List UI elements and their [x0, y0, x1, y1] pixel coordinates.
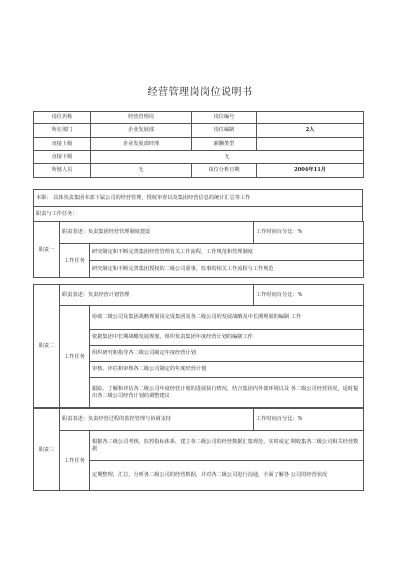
task-row — [34, 244, 364, 261]
info-label: 所在部门 — [34, 124, 91, 138]
info-row-department — [34, 124, 364, 138]
task-item: 依据集团中长期战略发展规划，组织负责集团年度经营计划的编制工作 — [90, 330, 364, 346]
info-label: 岗位编号 — [192, 112, 257, 124]
info-row-subordinate — [34, 151, 364, 164]
duty-block — [33, 221, 364, 278]
info-value: 经营管理岗 — [91, 112, 192, 124]
info-label: 所辖人员 — [34, 164, 91, 178]
document-title: 经营管理岗岗位说明书 — [147, 87, 253, 98]
info-value: 2人 — [257, 124, 364, 138]
duty-time-percent: 工作时间百分比：% — [254, 409, 364, 431]
info-label: 直接下级 — [34, 151, 91, 164]
info-value: 企业发展部经理 — [91, 138, 192, 151]
task-label: 工作任务 — [60, 244, 90, 278]
info-row-supervisor — [34, 138, 364, 151]
duty-desc-row — [34, 409, 364, 431]
task-item: 跟踪、了解和评估各二级公司年度经营计划的进展执行情况，结合集团内外部环境以及 各二级公司经营状况，适时提出各二级公司经营计划的调整建议 — [90, 378, 364, 408]
info-value — [257, 112, 364, 124]
duty-time-percent: 工作时间百分比：% — [254, 222, 364, 244]
duty-label: 职责三 — [34, 409, 60, 491]
task-item: 根据各二级公司考核，监控指标体系，建立各二级公司的经营数据汇集规范，实时或定 期收集各二级公司相关经营数据 — [90, 431, 364, 461]
info-value: 2004年11月 — [257, 164, 364, 178]
info-value: 无 — [91, 164, 192, 178]
summary-text: 具体负责集团本部下属公司的经营管理，授权审查以及集团经营信息的统计汇总等工作 — [53, 194, 251, 201]
duty-block — [33, 408, 364, 491]
info-label: 薪酬类型 — [192, 138, 257, 151]
task-label: 工作任务 — [60, 306, 90, 408]
duties-header: 职责与工作任务： — [34, 207, 363, 222]
info-row-position-name — [34, 112, 364, 124]
info-label: 直接上级 — [34, 138, 91, 151]
task-row — [34, 431, 364, 461]
duty-desc-row — [34, 285, 364, 306]
task-item: 研究制定和不断完善集团经营管理有关工作流程，工作规范和管理制度 — [90, 244, 364, 261]
duty-description: 职责表述：负责集团经营管理制度建设 — [60, 222, 254, 244]
position-info-table — [33, 111, 364, 178]
task-item: 组织研究和指导各二级公司制定年度经营计划 — [90, 346, 364, 362]
duty-time-percent: 工作时间百分比：% — [254, 285, 364, 306]
task-item: 审核、评估和审核各二级公司制定的年度经营计划 — [90, 362, 364, 378]
duties-header-row — [34, 207, 363, 222]
duty-label: 职责二 — [34, 285, 60, 408]
duty-description: 职责表述：负责经营计划管理 — [60, 285, 254, 306]
task-item: 研究制定和不断完善集团授权的二级公司重事，监事的相关工作流程与工作规范 — [90, 261, 364, 278]
info-value: 企业发展部 — [91, 124, 192, 138]
summary-row — [34, 190, 363, 207]
duty-block — [33, 284, 364, 408]
duty-label: 职责一 — [34, 222, 60, 278]
summary-table — [33, 189, 363, 222]
info-value: 无 — [91, 151, 364, 164]
info-label: 岗位名称 — [34, 112, 91, 124]
duty-description: 职责表述：负责经营过程的监控管理与协调支持 — [60, 409, 254, 431]
info-value — [257, 138, 364, 151]
task-label: 工作任务 — [60, 431, 90, 491]
summary-label: 本职： — [36, 194, 52, 201]
task-item: 定期整理，汇总，分析各二级公司的经营数据，并对各二级公司进行沟通，全面了解各 公司的经营状况 — [90, 461, 364, 491]
task-item: 协助二级公司及集团战略规划岗完成集团及各二级公司的发展战略及中长期规划的编制 工作 — [90, 306, 364, 330]
info-label: 岗位编制 — [192, 124, 257, 138]
info-row-staff — [34, 164, 364, 178]
task-row — [34, 306, 364, 330]
duty-desc-row — [34, 222, 364, 244]
info-label: 岗位分析日期 — [192, 164, 257, 178]
summary-cell — [34, 190, 363, 207]
